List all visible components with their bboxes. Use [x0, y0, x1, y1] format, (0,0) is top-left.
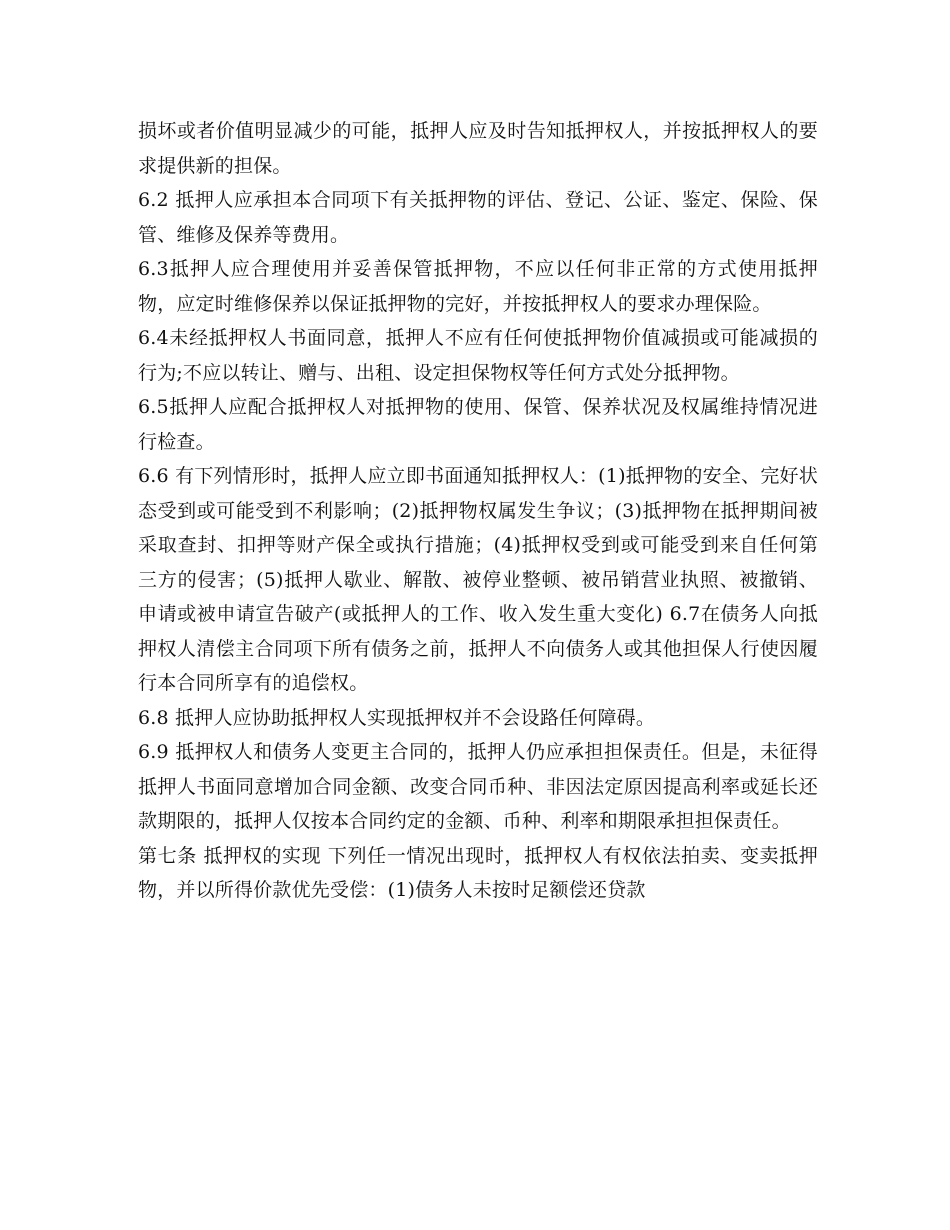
paragraph-6-4: 6.4未经抵押权人书面同意，抵押人不应有任何使抵押物价值减损或可能减损的行为;不应以转让、赠与、出租、设定担保物权等任何方式处分抵押物。	[138, 327, 818, 384]
paragraph-6-6: 6.6 有下列情形时，抵押人应立即书面通知抵押权人：(1)抵押物的安全、完好状态受到或可能受到不利影响；(2)抵押物权属发生争议；(3)抵押物在抵押期间被采取查封、扣押等财产保全或执行措施；(4)抵押权受到或可能受到来自任何第三方的侵害；(5)抵押人歇业、解散、被停业整顿、被吊销营业执照、被撤销、申请或被申请宣告破产(或抵押人的工作、收入发生重大变化) 6.7在债务人向抵押权人清偿主合同项下所有债务之前，抵押人不向债务人或其他担保人行使因履行本合同所享有的追偿权。	[138, 465, 818, 694]
paragraph-article-7: 第七条 抵押权的实现 下列任一情况出现时，抵押权人有权依法拍卖、变卖抵押物，并以所得价款优先受偿：(1)债务人未按时足额偿还贷款	[138, 844, 818, 901]
paragraph-6-3: 6.3抵押人应合理使用并妥善保管抵押物，不应以任何非正常的方式使用抵押物，应定时维修保养以保证抵押物的完好，并按抵押权人的要求办理保险。	[138, 258, 818, 315]
paragraph-continuation: 损坏或者价值明显减少的可能，抵押人应及时告知抵押权人，并按抵押权人的要求提供新的担保。	[138, 120, 818, 177]
paragraph-6-8: 6.8 抵押人应协助抵押权人实现抵押权并不会设路任何障碍。	[138, 706, 656, 729]
paragraph-6-5: 6.5抵押人应配合抵押权人对抵押物的使用、保管、保养状况及权属维持情况进行检查。	[138, 396, 818, 453]
document-body	[138, 114, 818, 908]
paragraph-6-9: 6.9 抵押权人和债务人变更主合同的，抵押人仍应承担担保责任。但是，未征得抵押人书面同意增加合同金额、改变合同币种、非因法定原因提高利率或延长还款期限的，抵押人仅按本合同约定的金额、币种、利率和期限承担担保责任。	[138, 741, 818, 832]
paragraph-6-2: 6.2 抵押人应承担本合同项下有关抵押物的评估、登记、公证、鉴定、保险、保管、维修及保养等费用。	[138, 189, 818, 246]
